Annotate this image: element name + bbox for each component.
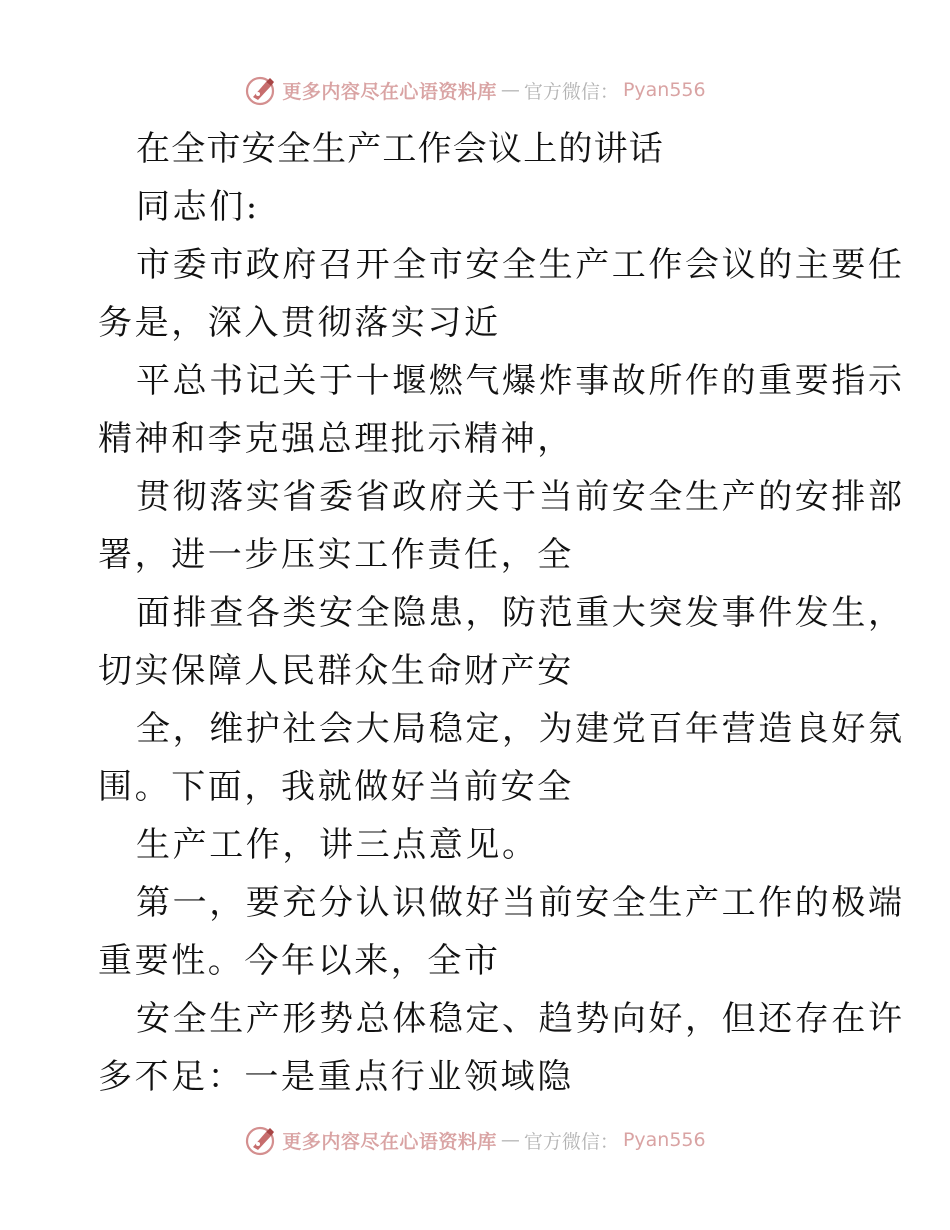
watermark-brand-text: 更多内容尽在心语资料库 [282,1130,497,1153]
text-line: 生产工作，讲三点意见。 [136,825,539,865]
salutation: 同志们: [136,187,260,227]
text-line: 重要性。今年以来，全市 [98,941,501,981]
text-line: 全，维护社会大局稳定，为建党百年营造良好氛 [136,709,905,749]
watermark-official-label: 官方微信： [523,1130,619,1153]
document-title: 在全市安全生产工作会议上的讲话 [136,129,664,169]
document-body [98,120,905,1106]
text-line: 面排查各类安全隐患，防范重大突发事件发生， [136,593,905,633]
watermark-separator: — [500,1129,520,1151]
footer-watermark [0,1120,950,1160]
watermark-brand-text: 更多内容尽在心语资料库 [282,80,497,103]
text-line: 围。下面，我就做好当前安全 [98,767,574,807]
text-line: 精神和李克强总理批示精神， [98,419,574,459]
text-line: 贯彻落实省委省政府关于当前安全生产的安排部 [136,477,905,517]
pen-nib-circle-icon [244,1123,278,1157]
header-watermark [0,70,950,110]
pen-nib-circle-icon [244,73,278,107]
text-line: 多不足：一是重点行业领域隐 [98,1057,574,1097]
watermark-official-label: 官方微信： [523,80,619,103]
text-line: 切实保障人民群众生命财产安 [98,651,574,691]
text-line: 第一，要充分认识做好当前安全生产工作的极端 [136,883,905,923]
text-line: 平总书记关于十堰燃气爆炸事故所作的重要指示 [136,361,905,401]
watermark-account-id: Pyan556 [622,79,706,101]
text-line: 市委市政府召开全市安全生产工作会议的主要任 [136,245,905,285]
watermark-account-id: Pyan556 [622,1129,706,1151]
text-line: 务是，深入贯彻落实习近 [98,303,501,343]
text-line: 安全生产形势总体稳定、趋势向好，但还存在许 [136,999,905,1039]
text-line: 署，进一步压实工作责任，全 [98,535,574,575]
watermark-separator: — [500,79,520,101]
paragraph-lines [98,236,905,1106]
